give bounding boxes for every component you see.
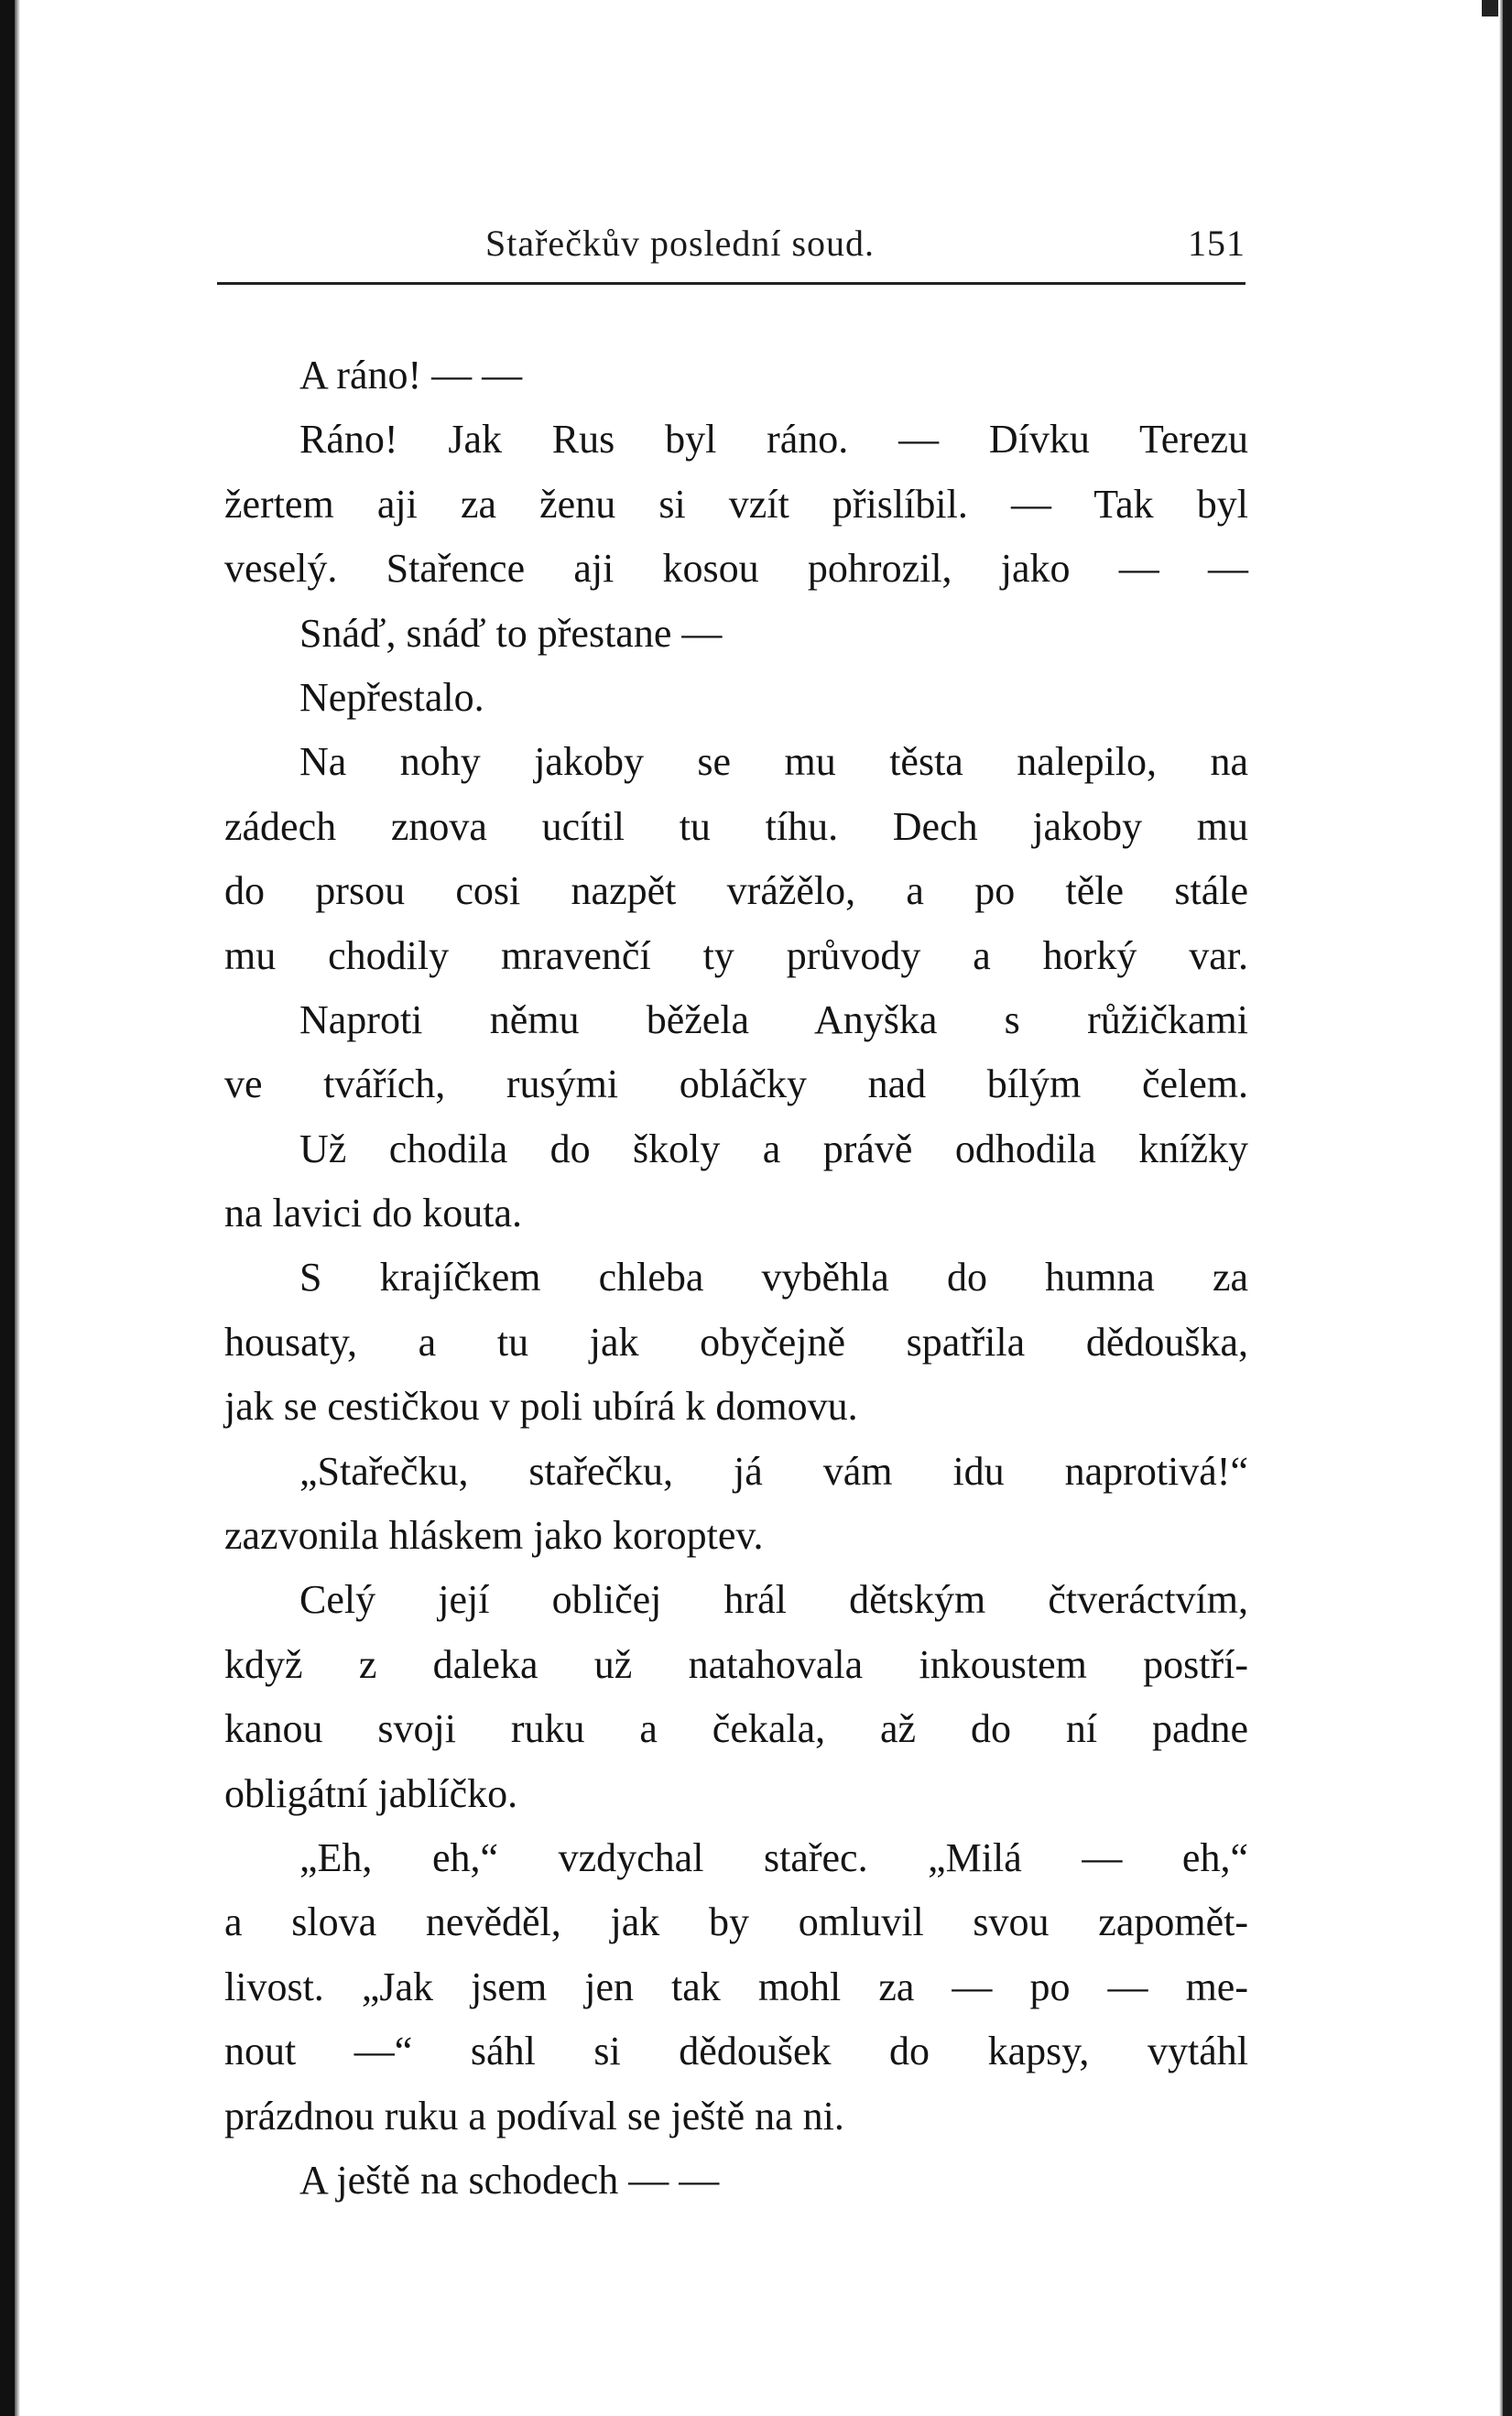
text-line: livost. „Jak jsem jen tak mohl za — po — me- (224, 1964, 1248, 2009)
scan-edge-right-shadow (1499, 0, 1503, 2416)
text-line: Nepřestalo. (299, 674, 484, 720)
scan-edge-right (1503, 0, 1512, 2416)
text-line: A ještě na schodech — — (299, 2157, 720, 2203)
scan-edge-left-shadow (15, 0, 20, 2416)
text-line: housaty, a tu jak obyčejně spatřila dědouška, (224, 1319, 1248, 1365)
text-line: Celý její obličej hrál dětským čtveráctvím, (299, 1577, 1248, 1623)
text-line: prázdnou ruku a podíval se ještě na ni. (224, 2093, 844, 2138)
page-number: 151 (1188, 223, 1245, 264)
text-line: Naproti němu běžela Anyška s růžičkami (299, 996, 1248, 1042)
header-rule (217, 282, 1245, 285)
scan-edge-left (0, 0, 15, 2416)
text-line: do prsou cosi nazpět vrážělo, a po těle stále (224, 868, 1248, 914)
text-line: „Eh, eh,“ vzdychal stařec. „Milá — eh,“ (299, 1834, 1248, 1880)
text-line: Ráno! Jak Rus byl ráno. — Dívku Terezu (299, 417, 1248, 463)
text-line: žertem aji za ženu si vzít přislíbil. — Tak byl (224, 481, 1248, 527)
text-line: zazvonila hláskem jako koroptev. (224, 1513, 764, 1559)
text-line: na lavici do kouta. (224, 1191, 523, 1236)
scan-corner-mark (1482, 0, 1498, 16)
text-line: kanou svoji ruku a čekala, až do ní padne (224, 1706, 1248, 1752)
text-line: S krajíčkem chleba vyběhla do humna za (299, 1255, 1248, 1301)
text-line: „Stařečku, stařečku, já vám idu naprotivá!“ (299, 1448, 1248, 1494)
text-line: veselý. Stařence aji kosou pohrozil, jako — — (224, 546, 1248, 592)
text-line: obligátní jablíčko. (224, 1770, 518, 1816)
page-header (224, 218, 1245, 282)
text-line: a slova nevěděl, jak by omluvil svou zapomět- (224, 1899, 1248, 1945)
text-line: Už chodila do školy a právě odhodila knížky (299, 1126, 1248, 1171)
text-line: ve tvářích, rusými obláčky nad bílým čelem. (224, 1061, 1248, 1107)
text-line: mu chodily mravenčí ty průvody a horký var. (224, 932, 1248, 978)
text-line: nout —“ sáhl si dědoušek do kapsy, vytáhl (224, 2029, 1248, 2074)
text-line: A ráno! — — (299, 353, 523, 397)
text-line: když z daleka už natahovala inkoustem postří- (224, 1641, 1248, 1687)
text-line: zádech znova ucítil tu tíhu. Dech jakoby mu (224, 803, 1248, 849)
text-line: jak se cestičkou v poli ubírá k domovu. (224, 1384, 858, 1430)
text-line: Snáď, snáď to přestane — (299, 610, 723, 656)
text-line: Na nohy jakoby se mu těsta nalepilo, na (299, 739, 1248, 785)
body-text (224, 343, 1248, 2213)
running-title: Stařečkův poslední soud. (485, 223, 876, 264)
